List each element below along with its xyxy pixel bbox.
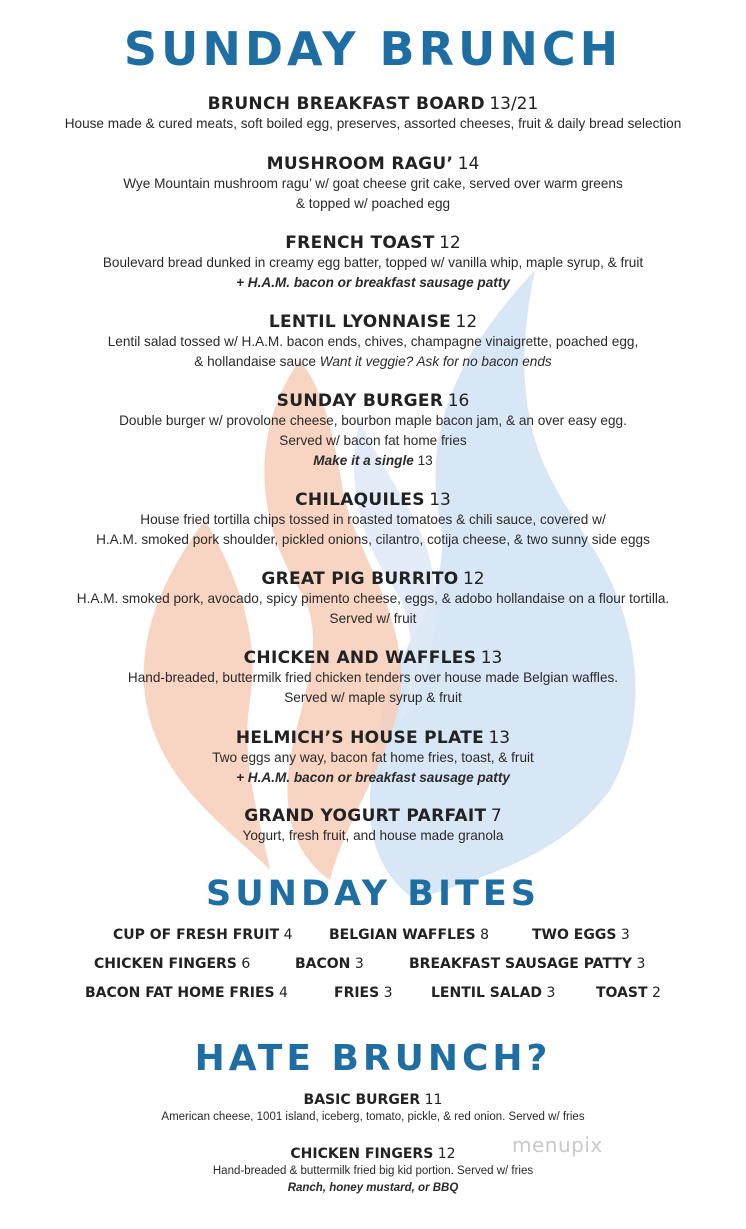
- bite-price: 3: [546, 985, 556, 1001]
- hate-item-price: 12: [437, 1146, 456, 1162]
- description-text: House fried tortilla chips tossed in roasted tomatoes & chili sauce, covered w/: [140, 512, 606, 527]
- description-text: Wye Mountain mushroom ragu’ w/ goat cheese grit cake, served over warm greens: [123, 176, 623, 191]
- menu-item: [0, 154, 746, 214]
- menu-item-description: [0, 352, 746, 372]
- bite-price: 2: [652, 985, 661, 1001]
- menu-item-description: [0, 194, 746, 214]
- description-text: Served w/ maple syrup & fruit: [284, 690, 462, 705]
- menu-item-name: LENTIL LYONNAISE: [268, 312, 452, 332]
- menu-item-name: HELMICH’S HOUSE PLATE: [235, 728, 485, 748]
- menu-item-description: [0, 668, 746, 688]
- description-text: Served w/ bacon fat home fries: [279, 433, 467, 448]
- menu-item-description: [0, 253, 746, 273]
- menu-item-price: 13: [488, 728, 511, 748]
- hate-item-price: 11: [424, 1092, 443, 1108]
- bite-item: [94, 956, 250, 972]
- menu-item: [0, 728, 746, 788]
- menu-item-price: 16: [447, 391, 470, 411]
- menu-item-addon: [0, 768, 746, 788]
- hate-item-description: Hand-breaded & buttermilk fried big kid portion. Served w/ fries: [212, 1165, 534, 1177]
- bite-name: LENTIL SALAD: [431, 985, 543, 1001]
- menu-item-price: 12: [455, 312, 478, 332]
- bite-item: [431, 985, 555, 1001]
- addon-price: 13: [417, 453, 433, 468]
- menu-item-addon: [0, 451, 746, 471]
- bite-item: [334, 985, 393, 1001]
- menu-item-description: [0, 510, 746, 530]
- menu-item-heading: [0, 154, 746, 174]
- hate-item-heading: [0, 1145, 746, 1163]
- menu-item-description: [0, 114, 746, 134]
- description-text: Served w/ fruit: [329, 611, 417, 626]
- bite-item: [113, 927, 293, 943]
- addon-text: + H.A.M. bacon or breakfast sausage patty: [236, 770, 510, 785]
- addon-text: Make it a single: [313, 453, 414, 468]
- hate-item-name: BASIC BURGER: [303, 1092, 421, 1108]
- bite-name: FRIES: [334, 985, 380, 1001]
- hate-brunch-title: HATE BRUNCH?: [194, 1038, 552, 1079]
- menu-item-addon: [0, 273, 746, 293]
- menu-item: [0, 806, 746, 846]
- menu-item-heading: [0, 806, 746, 826]
- bites-title: SUNDAY BITES: [206, 874, 540, 914]
- bite-name: CUP OF FRESH FRUIT: [113, 927, 280, 943]
- menu-item-name: GREAT PIG BURRITO: [261, 569, 459, 589]
- description-text: H.A.M. smoked pork shoulder, pickled onions, cilantro, cotija cheese, & two sunny side eggs: [96, 532, 650, 547]
- menu-item-description: [0, 530, 746, 550]
- menu-item: [0, 94, 746, 134]
- menu-item-price: 13: [480, 648, 503, 668]
- bite-price: 3: [383, 985, 393, 1001]
- description-text: H.A.M. smoked pork, avocado, spicy pimento cheese, eggs, & adobo hollandaise on a flour tortilla.: [76, 591, 670, 606]
- menu-item-heading: [0, 569, 746, 589]
- menu-item-heading: [0, 728, 746, 748]
- menu-item-name: SUNDAY BURGER: [276, 391, 444, 411]
- menu-item-name: CHILAQUILES: [295, 490, 425, 510]
- menu-item: [0, 233, 746, 293]
- menu-item-note: Want it veggie? Ask for no bacon ends: [319, 354, 552, 369]
- menu-item-description: [0, 411, 746, 431]
- bite-price: 3: [636, 956, 646, 972]
- menu-item-heading: [0, 490, 746, 510]
- menu-item-name: BRUNCH BREAKFAST BOARD: [207, 94, 485, 114]
- bite-name: CHICKEN FINGERS: [94, 956, 237, 972]
- menu-item: [0, 648, 746, 708]
- menu-item: [0, 312, 746, 372]
- menu-item-description: [0, 174, 746, 194]
- hate-item-name: CHICKEN FINGERS: [290, 1146, 434, 1162]
- description-text: & topped w/ poached egg: [295, 196, 451, 211]
- menu-item-heading: [0, 233, 746, 253]
- description-text: Lentil salad tossed w/ H.A.M. bacon ends, chives, champagne vinaigrette, poached egg,: [107, 334, 639, 349]
- menu-item-description: [0, 688, 746, 708]
- bite-price: 6: [241, 956, 251, 972]
- description-text: House made & cured meats, soft boiled egg, preserves, assorted cheeses, fruit & daily bread selection: [64, 116, 682, 131]
- hate-item-heading: [0, 1091, 746, 1109]
- bite-price: 3: [620, 927, 630, 943]
- bite-name: BACON: [295, 956, 351, 972]
- bite-item: [329, 927, 489, 943]
- hate-menu-item: [0, 1091, 746, 1126]
- description-text: Double burger w/ provolone cheese, bourbon maple bacon jam, & an over easy egg.: [119, 413, 627, 428]
- bite-price: 4: [283, 927, 293, 943]
- menu-item-price: 12: [439, 233, 461, 253]
- menu-item-description: [0, 826, 746, 846]
- bite-price: 4: [279, 985, 288, 1001]
- description-text: & hollandaise sauce: [194, 354, 316, 369]
- menu-item-name: FRENCH TOAST: [285, 233, 435, 253]
- menu-item-description: [0, 589, 746, 609]
- menu-item-heading: [0, 312, 746, 332]
- menu-item-description: [0, 748, 746, 768]
- menu-item-price: 14: [457, 154, 480, 174]
- bite-item: [85, 985, 288, 1001]
- hate-item-addon: Ranch, honey mustard, or BBQ: [287, 1182, 459, 1194]
- menu-item-heading: [0, 94, 746, 114]
- hate-item-description: American cheese, 1001 island, iceberg, tomato, pickle, & red onion. Served w/ fries: [161, 1111, 585, 1123]
- menupix-watermark: menupix: [512, 1133, 603, 1157]
- menu-item-price: 13/21: [489, 94, 539, 114]
- menu-item-heading: [0, 391, 746, 411]
- page-title: SUNDAY BRUNCH: [123, 22, 623, 76]
- menu-item-description: [0, 609, 746, 629]
- addon-text: + H.A.M. bacon or breakfast sausage patty: [236, 275, 510, 290]
- menu-item-heading: [0, 648, 746, 668]
- bite-name: TWO EGGS: [532, 927, 617, 943]
- description-text: Yogurt, fresh fruit, and house made granola: [242, 828, 504, 843]
- menu-item-name: GRAND YOGURT PARFAIT: [244, 806, 487, 826]
- bite-name: TOAST: [596, 985, 648, 1001]
- menu-item: [0, 490, 746, 550]
- bite-name: BACON FAT HOME FRIES: [85, 985, 275, 1001]
- menu-item-price: 12: [462, 569, 485, 589]
- description-text: Hand-breaded, buttermilk fried chicken tenders over house made Belgian waffles.: [127, 670, 619, 685]
- description-text: Boulevard bread dunked in creamy egg batter, topped w/ vanilla whip, maple syrup, & fruit: [102, 255, 644, 270]
- description-text: Two eggs any way, bacon fat home fries, toast, & fruit: [212, 750, 534, 765]
- menu-item: [0, 569, 746, 629]
- hate-menu-item: [0, 1145, 746, 1197]
- bite-price: 8: [480, 927, 489, 943]
- menu-item-name: MUSHROOM RAGU’: [266, 154, 454, 174]
- bite-item: [409, 956, 645, 972]
- bite-price: 3: [354, 956, 364, 972]
- bite-item: [596, 985, 661, 1001]
- menu-item: [0, 391, 746, 471]
- menu-item-price: 7: [490, 806, 502, 826]
- menu-item-name: CHICKEN AND WAFFLES: [243, 648, 477, 668]
- menu-item-description: [0, 332, 746, 352]
- menu-item-price: 13: [429, 490, 451, 510]
- menu-item-description: [0, 431, 746, 451]
- bite-name: BELGIAN WAFFLES: [329, 927, 476, 943]
- bite-item: [532, 927, 630, 943]
- bite-name: BREAKFAST SAUSAGE PATTY: [409, 956, 632, 972]
- bite-item: [295, 956, 364, 972]
